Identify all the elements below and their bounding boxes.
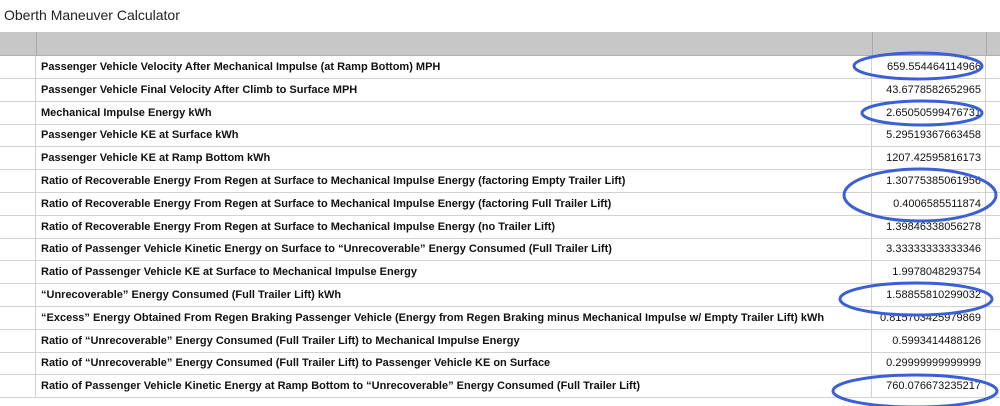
value-text: 1.30775385061956 [886,175,981,187]
label-text: Ratio of “Unrecoverable” Energy Consumed (Full Trailer Lift) to Mechanical Impulse Energy [41,334,520,347]
row-header-cell[interactable] [0,352,36,374]
label-text: Ratio of Recoverable Energy From Regen at Surface to Mechanical Impulse Energy (factoring Full Trailer Lift) [41,197,612,210]
label-text: Ratio of Passenger Vehicle Kinetic Energy at Ramp Bottom to “Unrecoverable” Energy Consumed (Full Trailer Lift) [41,380,641,393]
value-text: 5.29519367663458 [886,129,981,142]
window-title: Oberth Maneuver Calculator [4,7,180,23]
column-header-row [0,32,1000,56]
empty-cell[interactable] [986,375,1000,397]
column-header-0[interactable] [0,32,37,55]
value-text: 1.9978048293754 [892,266,981,279]
label-text: Ratio of Recoverable Energy From Regen at Surface to Mechanical Impulse Energy (factoring Empty Trailer Lift) [41,175,626,187]
label-cell[interactable] [36,261,872,283]
row-header-cell[interactable] [0,124,36,146]
value-cell[interactable] [872,330,986,352]
value-cell[interactable] [872,352,986,374]
label-cell[interactable] [36,102,872,124]
row-header-cell[interactable] [0,170,36,192]
row-header-cell[interactable] [0,284,36,306]
label-cell[interactable] [36,79,872,101]
value-text: 1207.42595816173 [886,152,981,165]
label-text: “Unrecoverable” Energy Consumed (Full Trailer Lift) kWh [41,289,342,301]
table-row [0,352,1000,375]
label-cell[interactable] [36,147,872,169]
label-cell[interactable] [36,284,872,306]
empty-cell[interactable] [986,261,1000,283]
value-text: 2.65050599476731 [886,106,981,119]
label-cell[interactable] [36,238,872,260]
label-cell[interactable] [36,330,872,352]
row-header-cell[interactable] [0,216,36,238]
label-text: Ratio of Recoverable Energy From Regen at Surface to Mechanical Impulse Energy (no Trailer Lift) [41,220,556,233]
empty-cell[interactable] [986,56,1000,78]
table-row [0,147,1000,170]
label-text: Passenger Vehicle KE at Surface kWh [41,129,239,142]
row-header-cell[interactable] [0,238,36,260]
row-header-cell[interactable] [0,375,36,397]
label-text: Ratio of “Unrecoverable” Energy Consumed (Full Trailer Lift) to Passenger Vehicle KE on Surface [41,357,551,370]
empty-cell[interactable] [986,307,1000,329]
table-row [0,284,1000,307]
label-cell[interactable] [36,216,872,238]
table-row [0,79,1000,102]
empty-cell[interactable] [986,193,1000,215]
column-header-value[interactable] [872,32,987,55]
label-text: Ratio of Passenger Vehicle KE at Surface to Mechanical Impulse Energy [41,266,417,279]
label-cell[interactable] [36,170,872,192]
empty-cell[interactable] [986,352,1000,374]
label-cell[interactable] [36,124,872,146]
row-header-cell[interactable] [0,330,36,352]
table-row [0,170,1000,193]
value-cell[interactable] [872,56,986,78]
value-text: 1.39846338056278 [886,220,981,233]
empty-cell[interactable] [986,170,1000,192]
value-text: 0.815703425979869 [880,311,981,324]
table-row [0,193,1000,216]
table-row [0,216,1000,239]
label-cell[interactable] [36,193,872,215]
label-cell[interactable] [36,56,872,78]
value-cell[interactable] [872,124,986,146]
row-header-cell[interactable] [0,307,36,329]
value-cell[interactable] [872,216,986,238]
table-row [0,56,1000,79]
label-text: Ratio of Passenger Vehicle Kinetic Energy on Surface to “Unrecoverable” Energy Consumed (Full Trailer Lift) [41,243,612,256]
value-cell[interactable] [872,238,986,260]
value-cell[interactable] [872,284,986,306]
table-row [0,261,1000,284]
column-header-label[interactable] [36,32,873,55]
table-row [0,375,1000,398]
label-text: Passenger Vehicle KE at Ramp Bottom kWh [41,152,271,165]
spreadsheet [0,32,1000,406]
label-cell[interactable] [36,352,872,374]
value-cell[interactable] [872,375,986,397]
empty-cell[interactable] [986,79,1000,101]
table-row [0,124,1000,147]
label-text: Mechanical Impulse Energy kWh [41,106,212,119]
empty-cell[interactable] [986,216,1000,238]
row-header-cell[interactable] [0,79,36,101]
table-row [0,238,1000,261]
label-text: Passenger Vehicle Final Velocity After Climb to Surface MPH [41,83,358,96]
value-cell[interactable] [872,147,986,169]
value-text: 3.33333333333346 [886,243,981,256]
value-cell[interactable] [872,170,986,192]
row-header-cell[interactable] [0,56,36,78]
table-row [0,307,1000,330]
value-text: 0.29999999999999 [886,357,981,370]
row-header-cell[interactable] [0,147,36,169]
empty-cell[interactable] [986,124,1000,146]
value-text: 43.6778582652965 [886,83,981,96]
value-text: 1.58855810299032 [886,289,981,301]
value-cell[interactable] [872,79,986,101]
label-cell[interactable] [36,375,872,397]
empty-cell[interactable] [986,330,1000,352]
value-text: 0.5993414488126 [892,334,981,347]
value-text: 0.4006585511874 [893,197,981,210]
label-text: “Excess” Energy Obtained From Regen Braking Passenger Vehicle (Energy from Regen Braking minus Mechanical Impulse w/ Empty Trailer Lift) kWh [41,311,825,324]
table-row [0,102,1000,125]
value-cell[interactable] [872,102,986,124]
row-header-cell[interactable] [0,102,36,124]
empty-cell[interactable] [986,147,1000,169]
value-cell[interactable] [872,261,986,283]
table-row [0,330,1000,353]
empty-cell[interactable] [986,238,1000,260]
label-cell[interactable] [36,307,872,329]
row-header-cell[interactable] [0,193,36,215]
value-cell[interactable] [872,193,986,215]
value-text: 659.554464114966 [886,61,981,73]
label-text: Passenger Vehicle Velocity After Mechanical Impulse (at Ramp Bottom) MPH [41,61,441,73]
value-text: 760.076673235217 [886,380,981,393]
value-cell[interactable] [872,307,986,329]
empty-cell[interactable] [986,102,1000,124]
row-header-cell[interactable] [0,261,36,283]
empty-cell[interactable] [986,284,1000,306]
